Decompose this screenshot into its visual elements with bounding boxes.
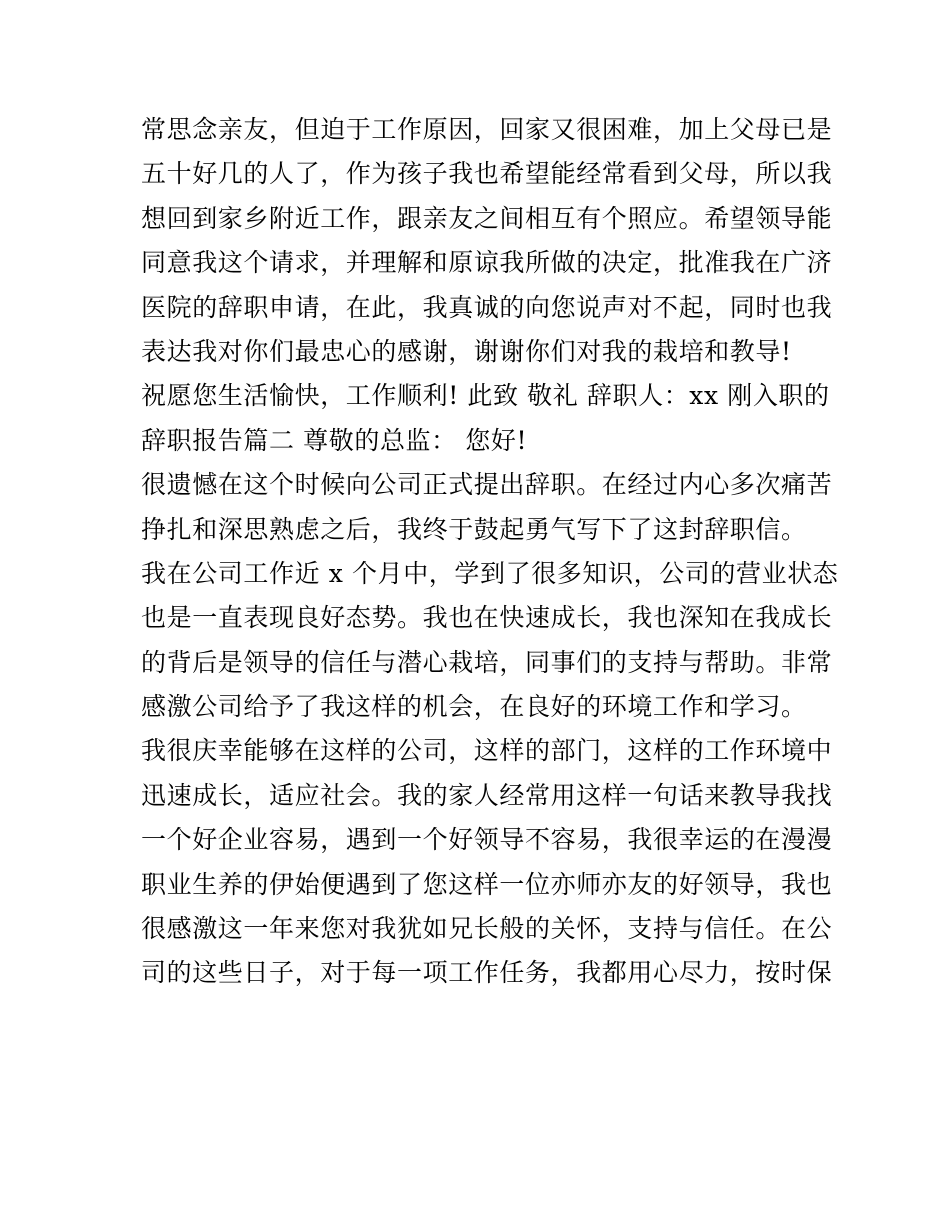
- text-line: 辞职报告篇二 尊敬的总监： 您好!: [141, 425, 528, 455]
- text-line: 表达我对你们最忠心的感谢，谢谢你们对我的栽培和教导!: [141, 336, 792, 366]
- text-line: 常思念亲友，但迫于工作原因，回家又很困难，加上父母已是: [141, 115, 833, 144]
- text-line: 同意我这个请求，并理解和原谅我所做的决定，批准我在广济: [141, 248, 833, 278]
- text-line: 我很庆幸能够在这样的公司，这样的部门，这样的工作环境中: [141, 736, 833, 766]
- text-line: 我在公司工作近 x 个月中，学到了很多知识，公司的营业状态: [141, 558, 839, 588]
- text-line: 很感激这一年来您对我犹如兄长般的关怀，支持与信任。在公: [141, 914, 833, 944]
- text-line: 一个好企业容易，遇到一个好领导不容易，我很幸运的在漫漫: [141, 825, 833, 855]
- text-line: 医院的辞职申请，在此，我真诚的向您说声对不起，同时也我: [141, 292, 833, 322]
- text-line: 也是一直表现良好态势。我也在快速成长，我也深知在我成长: [141, 603, 833, 633]
- text-line: 挣扎和深思熟虑之后，我终于鼓起勇气写下了这封辞职信。: [141, 514, 807, 544]
- text-line: 感激公司给予了我这样的机会，在良好的环境工作和学习。: [141, 692, 807, 722]
- text-line: 迅速成长，适应社会。我的家人经常用这样一句话来教导我找: [141, 780, 833, 810]
- text-line: 司的这些日子，对于每一项工作任务，我都用心尽力，按时保: [141, 958, 833, 988]
- body-text: [141, 108, 839, 996]
- text-line: 职业生养的伊始便遇到了您这样一位亦师亦友的好领导，我也: [141, 869, 833, 899]
- text-line: 想回到家乡附近工作，跟亲友之间相互有个照应。希望领导能: [141, 203, 833, 233]
- text-line: 很遗憾在这个时候向公司正式提出辞职。在经过内心多次痛苦: [141, 470, 833, 500]
- text-line: 祝愿您生活愉快，工作顺利! 此致 敬礼 辞职人：xx 刚入职的: [141, 381, 830, 411]
- text-line: 五十好几的人了，作为孩子我也希望能经常看到父母，所以我: [141, 159, 833, 189]
- text-line: 的背后是领导的信任与潜心栽培，同事们的支持与帮助。非常: [141, 647, 833, 677]
